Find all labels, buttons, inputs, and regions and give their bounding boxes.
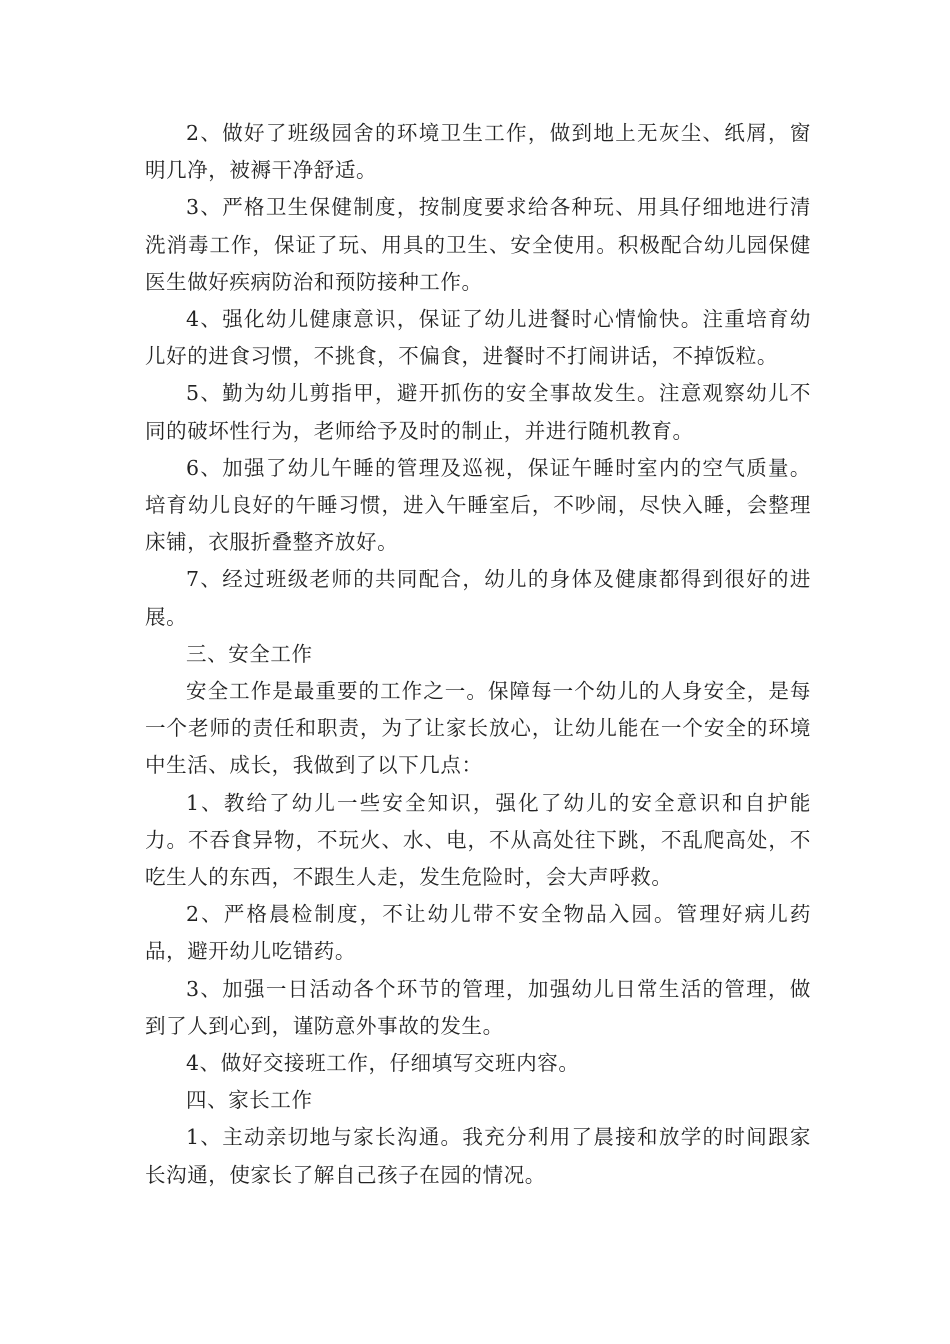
paragraph-safety-3: 3、加强一日活动各个环节的管理，加强幼儿日常生活的管理，做到了人到心到，谨防意外事故的发生。 <box>145 976 811 1038</box>
section-heading-parents: 四、家长工作 <box>186 1088 313 1113</box>
paragraph-safety-2: 2、严格晨检制度，不让幼儿带不安全物品入园。管理好病儿药品，避开幼儿吃错药。 <box>145 902 811 964</box>
paragraph-safety-1: 1、教给了幼儿一些安全知识，强化了幼儿的安全意识和自护能力。不吞食异物，不玩火、水、电，不从高处往下跳，不乱爬高处，不吃生人的东西，不跟生人走，发生危险时，会大声呼救。 <box>145 790 811 890</box>
paragraph-hygiene-5: 5、勤为幼儿剪指甲，避开抓伤的安全事故发生。注意观察幼儿不同的破坏性行为，老师给予及时的制止，并进行随机教育。 <box>145 381 811 443</box>
section-heading-safety: 三、安全工作 <box>186 641 313 666</box>
paragraph-hygiene-6: 6、加强了幼儿午睡的管理及巡视，保证午睡时室内的空气质量。培育幼儿良好的午睡习惯，进入午睡室后，不吵闹，尽快入睡，会整理床铺，衣服折叠整齐放好。 <box>145 455 811 555</box>
paragraph-hygiene-3: 3、严格卫生保健制度，按制度要求给各种玩、用具仔细地进行清洗消毒工作，保证了玩、用具的卫生、安全使用。积极配合幼儿园保健医生做好疾病防治和预防接种工作。 <box>145 195 811 294</box>
paragraph-safety-4: 4、做好交接班工作，仔细填写交班内容。 <box>186 1051 580 1076</box>
paragraph-hygiene-2: 2、做好了班级园舍的环境卫生工作，做到地上无灰尘、纸屑，窗明几净，被褥干净舒适。 <box>145 121 811 183</box>
paragraph-hygiene-4: 4、强化幼儿健康意识，保证了幼儿进餐时心情愉快。注重培育幼儿好的进食习惯，不挑食，不偏食，进餐时不打闹讲话，不掉饭粒。 <box>145 307 811 369</box>
document-body <box>145 115 811 1194</box>
paragraph-hygiene-7: 7、经过班级老师的共同配合，幼儿的身体及健康都得到很好的进展。 <box>145 567 811 629</box>
paragraph-parents-1: 1、主动亲切地与家长沟通。我充分利用了晨接和放学的时间跟家长沟通，使家长了解自己孩子在园的情况。 <box>145 1125 811 1187</box>
paragraph-safety-intro: 安全工作是最重要的工作之一。保障每一个幼儿的人身安全，是每一个老师的责任和职责，为了让家长放心，让幼儿能在一个安全的环境中生活、成长，我做到了以下几点： <box>145 679 811 778</box>
